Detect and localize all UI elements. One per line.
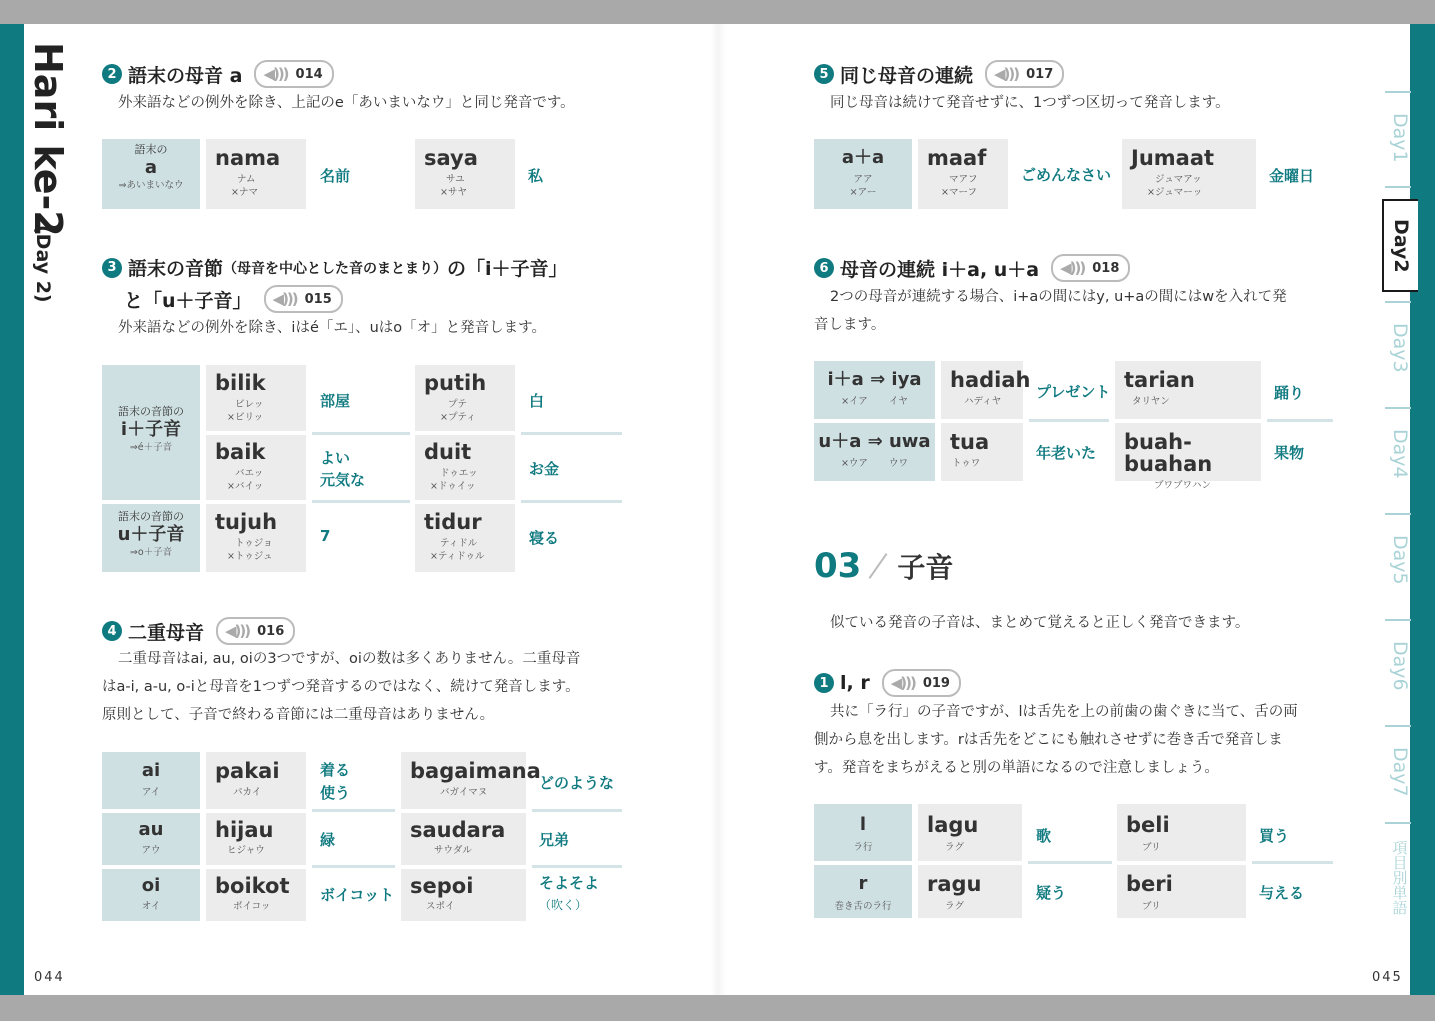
word-cell: putih プテ ×プティ [415, 365, 515, 431]
row-separator [532, 865, 622, 868]
chapter-03-description: 似ている発音の子音は、まとめて覚えると正しく発音できます。 [830, 615, 1250, 631]
row-separator [532, 809, 622, 812]
meaning-text: ボイコット [320, 886, 395, 904]
section-4-description: 二重母音はai, au, oiの3つですが、oiの数は多くありません。二重母音 はa-i, a-u, o-iと母音を1つずつ発音するのではなく、続けて発音します。 原則として、子音で終わる音節には二重母音はありません。 [102, 651, 581, 723]
tab-day7[interactable]: Day7 [1389, 747, 1411, 797]
spine-shadow [710, 24, 726, 995]
audio-track-button[interactable]: ◀))) 014 [254, 60, 333, 88]
tab-day3[interactable]: Day3 [1389, 323, 1411, 373]
meaning-text: プレゼント [1036, 383, 1111, 401]
chapter-title-sub-wrap [32, 225, 54, 303]
tab-divider [1385, 822, 1411, 824]
meaning-text: 私 [528, 167, 544, 185]
chapter-title-sub: (Day 2) [32, 225, 54, 303]
speaker-icon: ◀))) [890, 674, 915, 692]
tab-vocabulary-by-topic[interactable]: 項目別単語 [1390, 839, 1409, 915]
section-number: 3 [102, 258, 122, 278]
audio-track-button[interactable]: ◀))) 016 [216, 617, 295, 645]
word-cell: sepoi スポイ [401, 869, 526, 921]
meaning-text: 踊り [1274, 384, 1305, 402]
meaning-text: 兄弟 [539, 831, 570, 849]
meaning-text: 白 [529, 392, 545, 410]
label-cell-diphthong: ai アイ [102, 752, 200, 809]
row-separator [1267, 419, 1333, 422]
section-number: 6 [814, 258, 834, 278]
section-l-r-description: 共に「ラ行」の子音ですが、lは舌先を上の前歯の歯ぐきに当て、舌の両 側から息を出します。rは舌先をどこにも触れさせずに巻き舌で発音しま す。発音をまちがえると別の単語になるので注意しましょう。 [814, 704, 1298, 776]
label-cell-consonant: l ラ行 [814, 804, 912, 861]
word-cell: nama ナム ×ナマ [206, 139, 306, 209]
label-cell-u-consonant: 語末の音節の u＋子音 ⇒o＋子音 [102, 504, 200, 572]
section-5-description: 同じ母音は続けて発音せずに、1つずつ区切って発音します。 [830, 95, 1230, 111]
meaning-text: 寝る [529, 529, 560, 547]
section-6-description: 2つの母音が連続する場合、i+aの間にはy, u+aの間にはwを入れて発 音します。 [814, 289, 1287, 333]
row-separator [1029, 419, 1109, 422]
section-5-heading: 5 同じ母音の連続 ◀))) 017 [814, 60, 1064, 88]
meaning-text: 7 [320, 527, 331, 545]
label-cell-a-a: a＋a アア ×アー [814, 139, 912, 209]
meaning-text: お金 [529, 460, 560, 478]
meaning-text: どのような [539, 774, 615, 792]
tab-divider [1385, 186, 1411, 188]
meaning-text: 年老いた [1036, 444, 1097, 462]
section-number: 5 [814, 64, 834, 84]
section-4-heading: 4 二重母音 ◀))) 016 [102, 617, 295, 645]
meaning-text: 歌 [1036, 827, 1052, 845]
word-cell: bilik ビレッ ×ビリッ [206, 365, 306, 431]
meaning-text: 緑 [320, 831, 336, 849]
word-cell: tidur ティドル ×ティドゥル [415, 504, 515, 572]
meaning-text: 着る 使う [320, 761, 351, 802]
section-title: 語末の母音 a [128, 64, 243, 87]
section-number: 4 [102, 621, 122, 641]
tab-day5[interactable]: Day5 [1389, 535, 1411, 585]
bottom-border [0, 995, 1435, 1021]
speaker-icon: ◀))) [994, 65, 1019, 83]
word-cell: beri ブリ [1117, 865, 1246, 918]
audio-track-button[interactable]: ◀))) 017 [985, 60, 1064, 88]
section-2-description: 外来語などの例外を除き、上記のe「あいまいなウ」と同じ発音です。 [118, 95, 575, 111]
tab-day6[interactable]: Day6 [1389, 641, 1411, 691]
meaning-text: そよそよ （吹く） [539, 874, 600, 912]
section-3-heading: 3 語末の音節 （母音を中心とした音のまとまり） の「i＋子音」 [102, 254, 568, 281]
meaning-text: 名前 [320, 167, 351, 185]
label-cell-vowel-sequence: i＋a ⇒ iya ×イア イヤ [814, 361, 935, 419]
row-separator [521, 432, 622, 435]
section-3-description: 外来語などの例外を除き、iはé「エ」、uはo「オ」と発音します。 [118, 320, 547, 336]
section-6-heading: 6 母音の連続 i＋a, u＋a ◀))) 018 [814, 254, 1130, 282]
meaning-text: 金曜日 [1269, 167, 1315, 185]
meaning-text: ごめんなさい [1021, 166, 1112, 184]
audio-track-button[interactable]: ◀))) 018 [1051, 254, 1130, 282]
page-number-right: 045 [1372, 970, 1403, 985]
label-cell-consonant: r 巻き舌のラ行 [814, 865, 912, 918]
word-cell: baik バエッ ×バイッ [206, 435, 306, 500]
chapter-title-main: Hari ke-2 [26, 42, 70, 237]
slash-divider [869, 553, 888, 579]
meaning-text: 与える [1259, 884, 1305, 902]
audio-track-button[interactable]: ◀))) 019 [882, 669, 961, 697]
row-separator [312, 865, 395, 868]
label-cell-word-final-a: 語末の a ⇒あいまいなウ [102, 139, 200, 209]
word-cell: lagu ラグ [918, 804, 1022, 861]
word-cell: hijau ヒジャウ [206, 813, 306, 865]
row-separator [1028, 861, 1112, 864]
row-separator [312, 432, 410, 435]
label-cell-vowel-sequence: u＋a ⇒ uwa ×ウア ウワ [814, 423, 935, 481]
speaker-icon: ◀))) [1060, 259, 1085, 277]
word-cell: saya サユ ×サヤ [415, 139, 515, 209]
section-number: 1 [814, 673, 834, 693]
speaker-icon: ◀))) [263, 65, 288, 83]
label-cell-i-consonant: 語末の音節の i＋子音 ⇒é＋子音 [102, 365, 200, 500]
word-cell: pakai パカイ [206, 752, 306, 809]
meaning-text: 果物 [1274, 444, 1305, 462]
meaning-text: よい 元気な [320, 449, 366, 489]
left-edge-bar [0, 24, 24, 995]
chapter-number: 03 [814, 546, 862, 586]
section-2-heading [102, 60, 334, 88]
meaning-text: 疑う [1036, 884, 1067, 902]
page-number-left: 044 [34, 970, 65, 985]
speaker-icon: ◀))) [272, 290, 297, 308]
word-cell: tua トゥワ [941, 423, 1023, 481]
word-cell: maaf マアフ ×マーフ [918, 139, 1008, 209]
audio-track-button[interactable]: ◀))) 015 [264, 285, 343, 313]
label-cell-diphthong: au アウ [102, 813, 200, 865]
word-cell: saudara サウダル [401, 813, 526, 865]
meaning-text: 部屋 [320, 392, 351, 410]
word-cell: ragu ラグ [918, 865, 1022, 918]
word-cell: buah-buahan ブワブワハン [1115, 423, 1261, 481]
word-cell: bagaimana バガイマヌ [401, 752, 526, 809]
section-l-r-heading: 1 l, r ◀))) 019 [814, 669, 961, 697]
word-cell: hadiah ハディヤ [941, 361, 1023, 419]
tab-day1[interactable]: Day1 [1389, 113, 1411, 163]
tab-day2-active[interactable]: Day2 [1382, 199, 1418, 292]
tab-day4[interactable]: Day4 [1389, 429, 1411, 479]
row-separator [521, 500, 622, 503]
section-number: 2 [102, 64, 122, 84]
meaning-text: 買う [1259, 827, 1290, 845]
word-cell: boikot ボイコッ [206, 869, 306, 921]
word-cell: tarian タリヤン [1115, 361, 1261, 419]
row-separator [312, 809, 395, 812]
row-separator [1252, 861, 1333, 864]
word-cell: duit ドゥエッ ×ドゥイッ [415, 435, 515, 500]
word-cell: Jumaat ジュマアッ ×ジュマーッ [1122, 139, 1256, 209]
top-border [0, 0, 1435, 24]
speaker-icon: ◀))) [225, 622, 250, 640]
section-3-heading-line2: と「u＋子音」 ◀))) 015 [124, 285, 343, 313]
word-cell: beli ブリ [1117, 804, 1246, 861]
word-cell: tujuh トゥジョ ×トゥジュ [206, 504, 306, 572]
chapter-title: 子音 [897, 551, 954, 584]
row-separator [312, 500, 410, 503]
chapter-03-heading [814, 546, 953, 586]
label-cell-diphthong: oi オイ [102, 869, 200, 921]
